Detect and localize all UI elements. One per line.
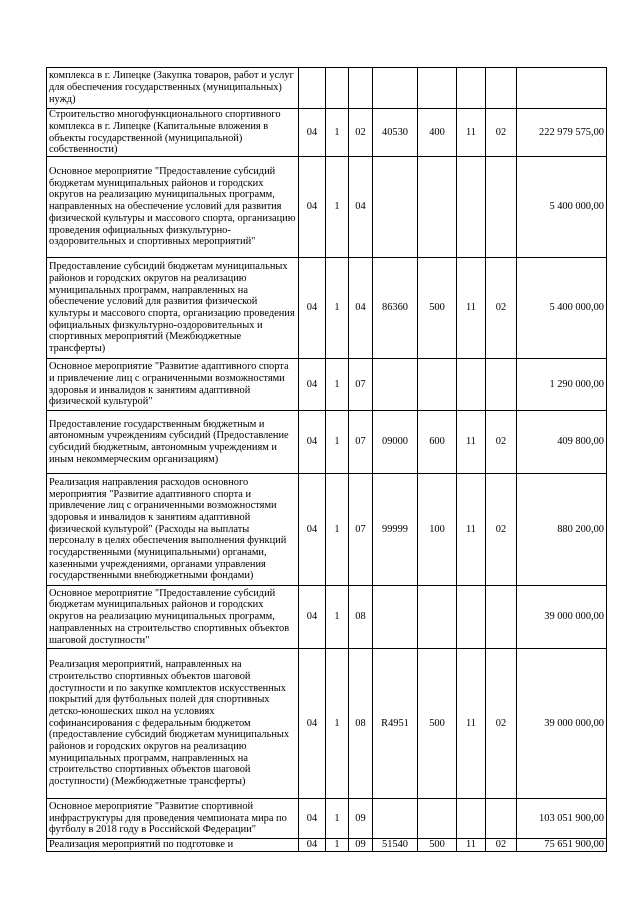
code-cell: 40530 (373, 109, 418, 157)
amount-cell (517, 68, 607, 109)
code-cell: 04 (299, 157, 326, 258)
code-cell: 07 (349, 474, 373, 586)
code-cell: 04 (299, 411, 326, 474)
code-cell: 04 (299, 359, 326, 411)
code-cell: 04 (299, 799, 326, 839)
code-cell: 1 (326, 157, 349, 258)
row-name-cell: Основное мероприятие "Предоставление субсидий бюджетам муниципальных районов и городских округов на реализацию муниципальных программ, направленных на строительство спортивных объектов шаговой доступности" (47, 586, 299, 649)
code-cell: 99999 (373, 474, 418, 586)
code-cell: 02 (486, 109, 517, 157)
budget-table (46, 67, 607, 852)
amount-cell: 39 000 000,00 (517, 586, 607, 649)
code-cell: 09 (349, 799, 373, 839)
code-cell: 02 (486, 411, 517, 474)
amount-cell: 409 800,00 (517, 411, 607, 474)
row-name-cell: Реализация мероприятий по подготовке и (47, 839, 299, 852)
code-cell (486, 586, 517, 649)
code-cell: 04 (299, 649, 326, 799)
row-name-cell: Строительство многофункционального спортивного комплекса в г. Липецке (Капитальные вложения в объекты государственной (муниципальной) собственности) (47, 109, 299, 157)
code-cell (486, 68, 517, 109)
code-cell (299, 68, 326, 109)
amount-cell: 222 979 575,00 (517, 109, 607, 157)
code-cell: 08 (349, 649, 373, 799)
row-name-cell: Основное мероприятие "Развитие адаптивного спорта и привлечение лиц с ограниченными возможностями здоровья и инвалидов к занятиям адаптивной физической культурой" (47, 359, 299, 411)
code-cell: 1 (326, 586, 349, 649)
code-cell: 04 (299, 586, 326, 649)
row-name-cell: Предоставление государственным бюджетным и автономным учреждениям субсидий (Предоставление субсидий бюджетным, автономным учреждениям и иным некоммерческим организациям) (47, 411, 299, 474)
code-cell: 500 (418, 839, 457, 852)
table-row (47, 157, 607, 258)
code-cell (418, 799, 457, 839)
code-cell (326, 68, 349, 109)
code-cell: 02 (349, 109, 373, 157)
code-cell (486, 799, 517, 839)
code-cell: 11 (457, 258, 486, 359)
table-row (47, 258, 607, 359)
amount-cell: 39 000 000,00 (517, 649, 607, 799)
code-cell (373, 799, 418, 839)
code-cell: 1 (326, 109, 349, 157)
code-cell: 1 (326, 258, 349, 359)
code-cell: 04 (299, 474, 326, 586)
table-row (47, 586, 607, 649)
code-cell: 09000 (373, 411, 418, 474)
code-cell: 04 (349, 258, 373, 359)
table-row (47, 799, 607, 839)
code-cell: 400 (418, 109, 457, 157)
code-cell (418, 157, 457, 258)
code-cell: 1 (326, 649, 349, 799)
code-cell: 500 (418, 649, 457, 799)
code-cell: 11 (457, 839, 486, 852)
row-name-cell: Основное мероприятие "Развитие спортивной инфраструктуры для проведения чемпионата мира по футболу в 2018 году в Российской Федерации" (47, 799, 299, 839)
code-cell: 07 (349, 411, 373, 474)
row-name-cell: Основное мероприятие "Предоставление субсидий бюджетам муниципальных районов и городских округов на реализацию муниципальных программ, направленных на обеспечение условий для развития физической культуры и массового спорта, организацию проведения официальных физкультурно-оздоровительных и спортивных мероприятий" (47, 157, 299, 258)
code-cell (457, 586, 486, 649)
code-cell: 11 (457, 109, 486, 157)
code-cell (349, 68, 373, 109)
code-cell: 09 (349, 839, 373, 852)
code-cell (457, 68, 486, 109)
table-row (47, 359, 607, 411)
amount-cell: 75 651 900,00 (517, 839, 607, 852)
code-cell (457, 359, 486, 411)
code-cell: 07 (349, 359, 373, 411)
table-row (47, 411, 607, 474)
code-cell: 02 (486, 258, 517, 359)
code-cell (418, 359, 457, 411)
code-cell (418, 68, 457, 109)
code-cell: 1 (326, 411, 349, 474)
table-row (47, 474, 607, 586)
code-cell (418, 586, 457, 649)
code-cell (457, 799, 486, 839)
code-cell: 100 (418, 474, 457, 586)
row-name-cell: Реализация направления расходов основного мероприятия "Развитие адаптивного спорта и привлечение лиц с ограниченными возможностями здоровья и инвалидов к занятиям адаптивной физической культурой" (Расходы на выплаты персоналу в целях обеспечения выполнения функций государственными (муниципальными) органами, казенными учреждениями, органами управления государственными внебюджетными фондами) (47, 474, 299, 586)
amount-cell: 880 200,00 (517, 474, 607, 586)
code-cell: 86360 (373, 258, 418, 359)
amount-cell: 5 400 000,00 (517, 157, 607, 258)
table-row (47, 839, 607, 852)
code-cell: 1 (326, 359, 349, 411)
code-cell (373, 586, 418, 649)
row-name-cell: Реализация мероприятий, направленных на строительство спортивных объектов шаговой доступности и по закупке комплектов искусственных покрытий для футбольных полей для спортивных детско-юношеских школ на условиях софинансирования с федеральным бюджетом (предоставление субсидий бюджетам муниципальных районов и городских округов на реализацию муниципальных программ, направленных на строительство спортивных объектов шаговой доступности) (Межбюджетные трансферты) (47, 649, 299, 799)
code-cell: 500 (418, 258, 457, 359)
code-cell (457, 157, 486, 258)
code-cell: 11 (457, 649, 486, 799)
table-row (47, 109, 607, 157)
code-cell (373, 157, 418, 258)
code-cell: 1 (326, 474, 349, 586)
code-cell: 02 (486, 649, 517, 799)
code-cell: 02 (486, 474, 517, 586)
code-cell: 04 (299, 258, 326, 359)
table-row (47, 649, 607, 799)
code-cell (486, 157, 517, 258)
code-cell: 02 (486, 839, 517, 852)
code-cell (373, 359, 418, 411)
row-name-cell: Предоставление субсидий бюджетам муниципальных районов и городских округов на реализацию муниципальных программ, направленных на обеспечение условий для развития физической культуры и массового спорта, организацию проведения официальных физкультурно-оздоровительных и спортивных мероприятий (Межбюджетные трансферты) (47, 258, 299, 359)
code-cell (486, 359, 517, 411)
code-cell: 600 (418, 411, 457, 474)
code-cell: 04 (349, 157, 373, 258)
code-cell: 08 (349, 586, 373, 649)
code-cell: 51540 (373, 839, 418, 852)
code-cell: R4951 (373, 649, 418, 799)
row-name-cell: комплекса в г. Липецке (Закупка товаров, работ и услуг для обеспечения государственных (муниципальных) нужд) (47, 68, 299, 109)
code-cell: 04 (299, 839, 326, 852)
code-cell (373, 68, 418, 109)
code-cell: 1 (326, 839, 349, 852)
table-body (47, 68, 607, 852)
amount-cell: 1 290 000,00 (517, 359, 607, 411)
amount-cell: 5 400 000,00 (517, 258, 607, 359)
code-cell: 1 (326, 799, 349, 839)
code-cell: 04 (299, 109, 326, 157)
code-cell: 11 (457, 474, 486, 586)
amount-cell: 103 051 900,00 (517, 799, 607, 839)
code-cell: 11 (457, 411, 486, 474)
table-row (47, 68, 607, 109)
